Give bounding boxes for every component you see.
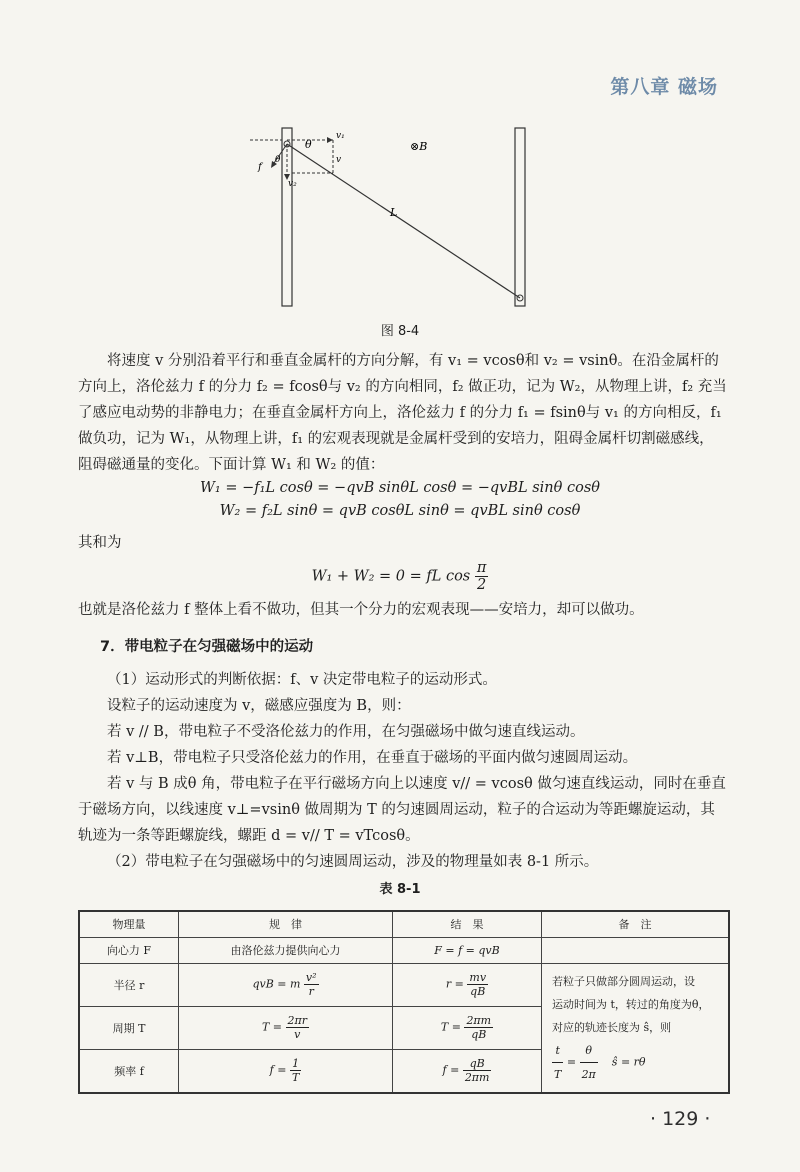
- row-note: [542, 963, 730, 1093]
- frac-den: qB: [471, 1028, 487, 1042]
- sum-intro: [78, 530, 728, 556]
- theta-small-label: θ: [275, 155, 281, 165]
- law-left: T =: [261, 1020, 283, 1034]
- sum-text: 其和为: [78, 535, 122, 551]
- equation-w1: W₁ = −f₁L cosθ = −qvB sinθL cosθ = −qvBL sinθ cosθ: [200, 480, 600, 496]
- note-formula: [552, 1039, 718, 1086]
- table-intro: （2）带电粒子在匀强磁场中的匀速圆周运动，涉及的物理量如表 8-1 所示。: [107, 854, 599, 870]
- row-result: [393, 1049, 542, 1092]
- frac-num: θ: [580, 1039, 598, 1063]
- f-label: f: [258, 162, 262, 173]
- connecting-line: [287, 144, 520, 298]
- figure-8-4: [230, 118, 540, 313]
- result-fraction: [463, 1057, 492, 1084]
- perpendicular-case: 若 v⊥B，带电粒子只受洛伦兹力的作用，在垂直于磁场的平面内做匀速圆周运动。: [107, 750, 638, 766]
- result-fraction: [464, 1014, 493, 1041]
- equation-w2: W₂ = f₂L sinθ = qvB cosθL sinθ = qvBL sinθ cosθ: [219, 503, 581, 519]
- row-law: [179, 963, 393, 1006]
- row-note-empty: [542, 937, 730, 963]
- row-name: 周期 T: [79, 1006, 179, 1049]
- frac-num: 2πr: [287, 1014, 308, 1028]
- law-fraction: [304, 971, 319, 998]
- frac-den: T: [291, 1071, 300, 1085]
- L-label: L: [390, 206, 398, 219]
- frac-num: v²: [305, 971, 317, 985]
- frac-den: v: [294, 1028, 301, 1042]
- table-row: [79, 937, 729, 963]
- paragraph-decomposition: [78, 348, 728, 478]
- law-left: f =: [269, 1063, 287, 1077]
- result-left: r =: [445, 977, 464, 991]
- header-result: 结 果: [393, 911, 542, 937]
- conclusion: [78, 597, 728, 623]
- result-left: T =: [440, 1020, 461, 1034]
- header-quantity: 物理量: [79, 911, 179, 937]
- row-name: 向心力 F: [79, 937, 179, 963]
- frac-den: r: [308, 985, 314, 999]
- quantities-table: [78, 910, 730, 1094]
- note-fraction-theta: [580, 1039, 598, 1086]
- frac-num: π: [476, 560, 487, 576]
- row-result: [393, 963, 542, 1006]
- note-line: 运动时间为 t，转过的角度为θ，: [552, 997, 710, 1011]
- v-label: v: [336, 155, 342, 165]
- note-equals: =: [566, 1055, 577, 1068]
- equation-sum-left: W₁ + W₂ = 0 = fL cos: [311, 568, 471, 585]
- frac-num: mv: [469, 971, 487, 985]
- criterion-line: （1）运动形式的判断依据：f、v 决定带电粒子的运动形式。: [107, 672, 497, 688]
- frac-den: qB: [470, 985, 486, 999]
- row-law: [179, 1049, 393, 1092]
- assumption-line: 设粒子的运动速度为 v，磁感应强度为 B，则：: [107, 698, 411, 714]
- table-header-row: [79, 911, 729, 937]
- frac-den: 2: [477, 577, 487, 593]
- parallel-case: 若 v // B，带电粒子不受洛伦兹力的作用，在匀强磁场中做匀速直线运动。: [107, 724, 585, 740]
- table-row: [79, 963, 729, 1006]
- law-fraction: [286, 1014, 310, 1041]
- row-law: [179, 1006, 393, 1049]
- paragraph-text: 将速度 v 分别沿着平行和垂直金属杆的方向分解，有 v₁ = vcosθ和 v₂ = vsinθ。在沿金属杆的方向上，洛伦兹力 f 的分力 f₂ = fcosθ与 v₂ 的方向相同，f₂ 做正功，记为 W₂，从物理上讲，f₂ 充当了感应电动势的非静电力；在垂直金属杆方向上，洛伦兹力 f 的分力 f₁ = fsinθ与 v₁ 的方向相反，f₁ 做负功，记为 W₁，从物理上讲，f₁ 的宏观表现就是金属杆受到的安培力，阻碍金属杆切割磁感线，阻碍磁通量的变化。下面计算 W₁ 和 W₂ 的值：: [78, 353, 727, 473]
- header-note: 备 注: [542, 911, 730, 937]
- row-law: 由洛伦兹力提供向心力: [179, 937, 393, 963]
- result-left: f =: [442, 1063, 460, 1077]
- table-caption: 表 8-1: [379, 882, 421, 897]
- note-fraction-t: [552, 1039, 563, 1086]
- frac-den: 2πm: [464, 1071, 490, 1085]
- frac-num: 2πm: [466, 1014, 492, 1028]
- row-result: F = f = qvB: [393, 937, 542, 963]
- note-line: 对应的轨迹长度为 ŝ，则: [552, 1020, 672, 1034]
- v2-label: v₂: [288, 179, 297, 189]
- law-left: qvB = m: [252, 977, 301, 991]
- fraction-pi-over-2: [475, 560, 489, 593]
- angle-case: 若 v 与 B 成θ 角，带电粒子在平行磁场方向上以速度 v// = vcosθ 做匀速直线运动，同时在垂直于磁场方向，以线速度 v⊥=vsinθ 做周期为 T 的匀速圆周运动，粒子的合运动为等距螺旋运动，其轨迹为一条等距螺旋线，螺距 d = v// T = vTcosθ。: [78, 776, 726, 844]
- note-arc: ŝ = rθ: [611, 1055, 646, 1068]
- frac-num: t: [552, 1039, 563, 1063]
- frac-den: T: [554, 1067, 562, 1081]
- result-fraction: [467, 971, 488, 998]
- note-line: 若粒子只做部分圆周运动，设: [552, 974, 695, 988]
- row-name: 半径 r: [79, 963, 179, 1006]
- equation-sum: [0, 560, 800, 593]
- row-name: 频率 f: [79, 1049, 179, 1092]
- section-heading: 7．带电粒子在匀强磁场中的运动: [100, 639, 314, 655]
- chapter-header: 第八章 磁场: [610, 76, 718, 98]
- v1-label: v₁: [336, 131, 345, 141]
- header-law: 规 律: [179, 911, 393, 937]
- b-field-label: ⊗B: [410, 140, 428, 153]
- law-fraction: [290, 1057, 301, 1084]
- frac-den: 2π: [581, 1067, 596, 1081]
- frac-num: 1: [290, 1057, 301, 1071]
- section-body: [78, 667, 728, 875]
- row-result: [393, 1006, 542, 1049]
- figure-caption: 图 8-4: [380, 324, 420, 339]
- theta-label: θ: [305, 138, 312, 151]
- page-number: · 129 ·: [650, 1108, 711, 1130]
- right-rod: [515, 128, 525, 306]
- frac-num: qB: [463, 1057, 492, 1071]
- conclusion-text: 也就是洛伦兹力 f 整体上看不做功，但其一个分力的宏观表现——安培力，却可以做功。: [78, 602, 644, 618]
